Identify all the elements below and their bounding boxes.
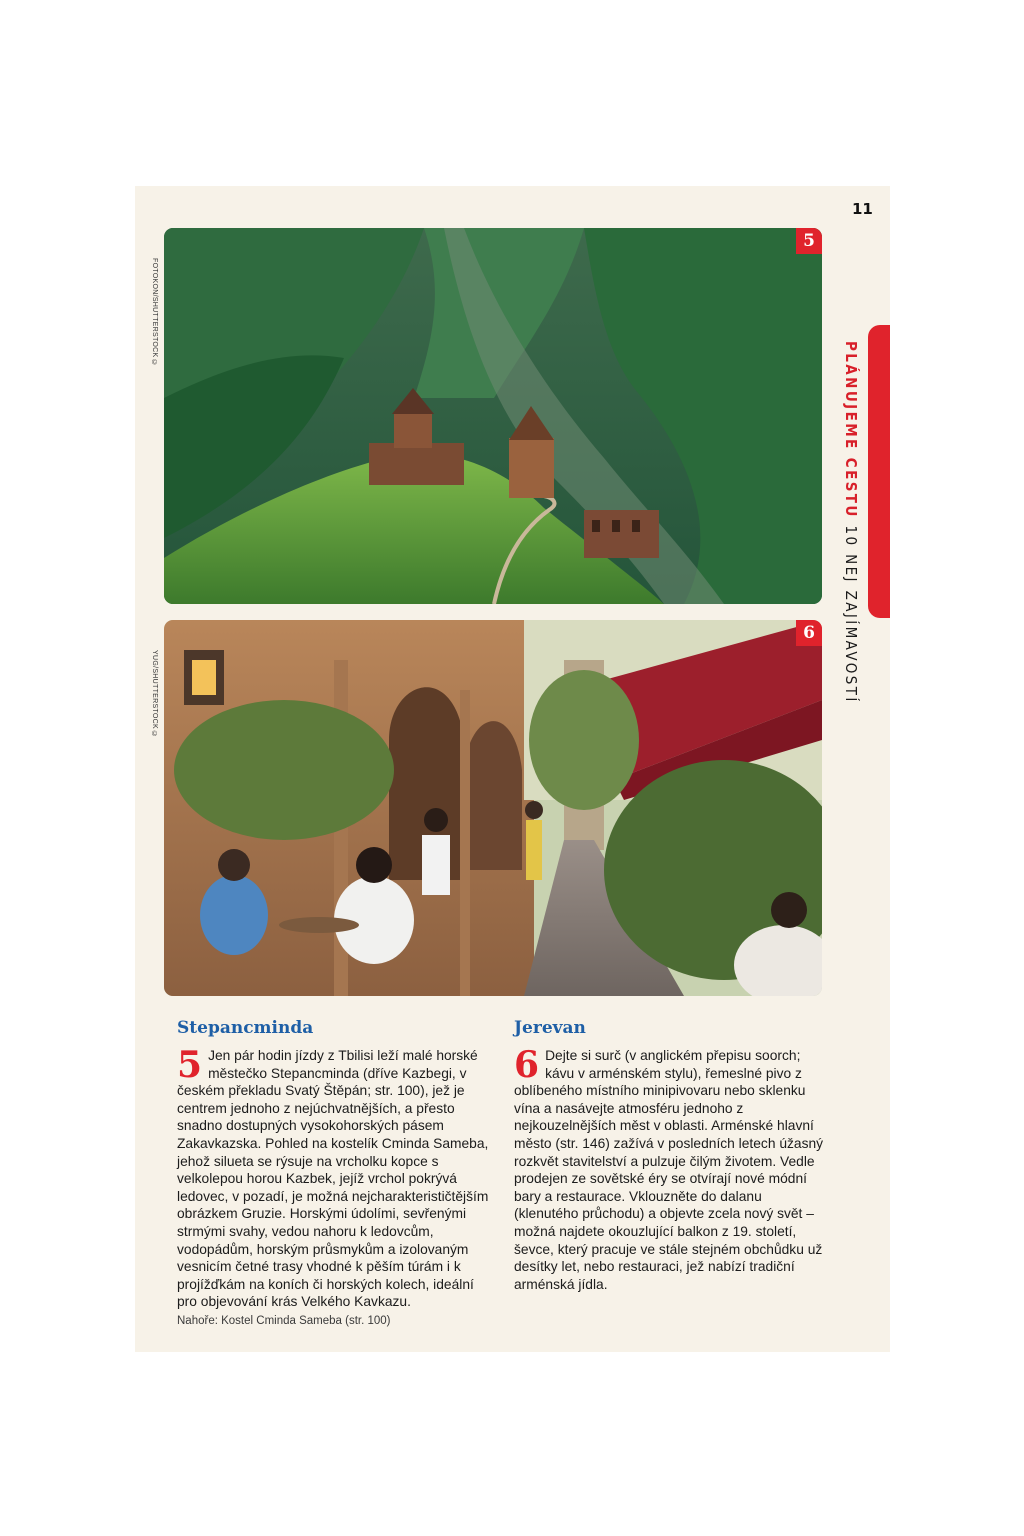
- photo-credit-5: FOTOKON/SHUTTERSTOCK ©: [151, 258, 158, 368]
- side-title-strong: PLÁNUJEME CESTU: [842, 341, 860, 519]
- page-number: 11: [852, 200, 873, 218]
- article-text: Jen pár hodin jízdy z Tbilisi leží malé horské městečko Stepancminda (dříve Kazbegi, v českém překladu Svatý Štěpán; str. 100), jež je centrem jednoho z nejúchvatnějších, a přesto snadno dostupných vysokohorských pásem Zakavkazska. Pohled na kostelík Cminda Sameba, jehož silueta se rýsuje na vrcholku kopce s velkolepou horou Kazbek, jejíž vrchol pokrývá ledovec, v pozadí, je možná nejcharakterističtějším obrázkem Gruzie. Horskými údolími, sevřenými strmými svahy, vedou nahoru k ledovcům, vodopádům, horským průsmykům a izolovaným vesnicím četné trasy vhodné k pěším túrám i k projížďkám na koních či horských kolech, ideální pro objevování krás Velkého Kavkazu.: [177, 1048, 489, 1310]
- photo-yerevan-street-cafe: [164, 620, 822, 996]
- photo-number-badge-5: 5: [796, 228, 822, 254]
- photo-caption: Nahoře: Kostel Cminda Sameba (str. 100): [177, 1314, 391, 1327]
- article-heading: Stepancminda: [177, 1018, 314, 1038]
- photo-number-badge-6: 6: [796, 620, 822, 646]
- section-side-title: [842, 341, 872, 704]
- article-body: [177, 1044, 489, 1311]
- article-body: [514, 1044, 826, 1293]
- article-stepancminda: [177, 1017, 489, 1331]
- photo-credit-6: YUG/SHUTTERSTOCK ©: [151, 650, 158, 739]
- article-heading: Jerevan: [514, 1018, 586, 1038]
- side-title-light: 10 NEJ ZAJÍMAVOSTÍ: [842, 525, 860, 704]
- side-title-text: [842, 341, 860, 704]
- article-jerevan: [514, 1017, 826, 1293]
- article-dropcap-number: 6: [514, 1044, 540, 1086]
- article-text: Dejte si surč (v anglickém přepisu soorch; kávu v arménském stylu), řemeslné pivo z oblíbeného místního minipivovaru nebo sklenku vína a nasávejte atmosféru jednoho z nejkouzelnějších měst v oblasti. Arménské hlavní město (str. 146) zažívá v posledních letech úžasný rozkvět stavitelství a pulzuje čilým životem. Vedle prodejen ze sovětské éry se otvírají nové módní bary a restaurace. Vklouzněte do dalanu (klenutého průchodu) a objevte zcela nový svět – možná najdete okouzlující balkon z 19. století, ševce, který pracuje ve stále stejném obchůdku už desítky let, nebo restauraci, jež nabízí tradiční arménská jídla.: [514, 1048, 824, 1292]
- photo-gergeti-church: [164, 228, 822, 604]
- article-dropcap-number: 5: [177, 1044, 203, 1086]
